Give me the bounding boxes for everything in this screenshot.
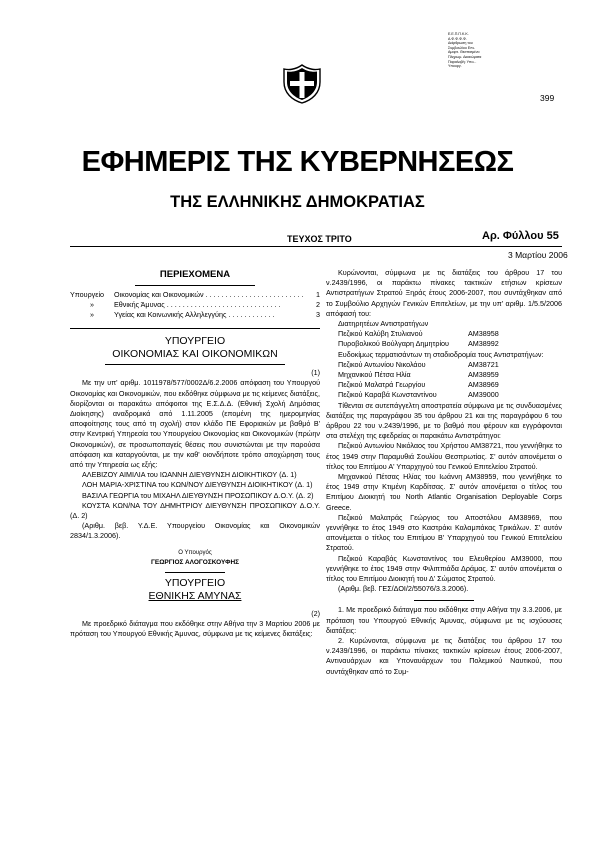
group-title: Ευδοκίμως τερματισάντων τη σταδιοδρομία τους Αντιστρατήγων: bbox=[338, 349, 544, 359]
stamp-block bbox=[448, 32, 508, 69]
toc-label: Οικονομίας και Οικονομικών . . . . . . . . . . . . . . . . . . . . . . . . . bbox=[114, 289, 304, 299]
officer-row: Πεζικού Αντωνίου Νικολάου ΑΜ38721 bbox=[338, 359, 499, 369]
signer-rule bbox=[165, 572, 225, 573]
toc-page: 1 bbox=[316, 289, 320, 299]
stamp-line: Αμαρτ. Θεσπισμένο bbox=[448, 50, 480, 55]
body-paragraph: Κυρώνονται, σύμφωνα με τις διατάξεις του άρθρου 17 του ν.2439/1996, οι παράκτω πίνακες τακτικών ετήσιων κρίσεων Αντιστρατήγων Στρατού Ξηράς έτους 2006-2007, που συντάχθηκαν από το Συμβούλιο Αρχηγών Γενικών Επιτελείων, με την υπ' αριθμ. 1/5.5/2006 απόφασή του: bbox=[326, 268, 562, 318]
appointee: ΚΟΥΣΤΑ ΚΩΝ/ΝΑ ΤΟΥ ΔΗΜΗΤΡΙΟΥ ΔΙΕΥΘΥΝΣΗ ΠΡΟΣΩΠΙΚΟΥ Δ.Ο.Υ. (Δ. 2) bbox=[70, 500, 320, 521]
signer-name: ΓΕΩΡΓΙΟΣ ΑΛΟΓΟΣΚΟΥΦΗΣ bbox=[150, 558, 240, 566]
body-paragraph: Πεζικού Καραβάς Κωνσταντίνος του Ελευθερίου ΑΜ39000, που γεννήθηκε το έτος 1949 στην Φιλιππιάδα Δράμας. Σ' αυτόν απονέμεται ο τίτλος του Επιτίμου Διοικητή του Δ' Σώματος Στρατού. bbox=[326, 553, 562, 584]
signer-role: Ο Υπουργός bbox=[178, 549, 212, 556]
stamp-line: Διάρθρωση του bbox=[448, 41, 473, 46]
coat-of-arms-icon bbox=[283, 64, 321, 104]
toc-row[interactable] bbox=[70, 310, 320, 320]
stamp-line: Συμβουλίου Επι- bbox=[448, 45, 475, 50]
appointee: ΛΟΗ ΜΑΡΙΑ-ΧΡΙΣΤΙΝΑ του ΚΩΝ/ΝΟΥ ΔΙΕΥΘΥΝΣΗ ΔΙΟΙΚΗΤΙΚΟΥ (Δ. 1) bbox=[82, 480, 313, 490]
toc-row[interactable] bbox=[70, 290, 320, 300]
paragraph-rule bbox=[414, 600, 474, 601]
toc-prefix: » bbox=[90, 300, 94, 309]
toc-rule bbox=[135, 285, 255, 286]
stamp-line: Πληρωμ. Δικαιώματα bbox=[448, 54, 482, 59]
toc-label: Εθνικής Άμυνας . . . . . . . . . . . . . . . . . . . . . . . . . . . . . bbox=[114, 300, 281, 309]
appointee: ΒΑΣΙΛΑ ΓΕΩΡΓΙΑ του ΜΙΧΑΗΛ ΔΙΕΥΘΥΝΣΗ ΠΡΟΣΩΠΙΚΟΥ Δ.Ο.Υ. (Δ. 2) bbox=[82, 490, 314, 500]
stamp-line: Υπουργ. bbox=[448, 64, 462, 69]
ministry-heading-economy: ΥΠΟΥΡΓΕΙΟ ΟΙΚΟΝΟΜΙΑΣ ΚΑΙ ΟΙΚΟΝΟΜΙΚΩΝ bbox=[112, 335, 278, 361]
stamp-line: Ε.Ε.Π.Π.Κ.Κ. bbox=[448, 32, 469, 36]
body-paragraph: Τίθενται σε αυτεπάγγελτη αποστρατεία σύμφωνα με τις συνδυασμένες διατάξεις της παραγράφου 35 του άρθρου 21 και της παραγράφου 6 του άρθρου 22 του ν.2439/1996, με το βαθμό που φέρουν και εγγράφονται στα στελέχη της εφεδρείας οι παρακάτω Αντιστράτηγοι: bbox=[326, 400, 562, 441]
body-paragraph: Πεζικού Αντωνίου Νικόλαος του Χρήστου ΑΜ38721, που γεννήθηκε το έτος 1949 στην Παραμυθιά Σουλίου Θεσπρωτίας. Σ' αυτόν απονέμεται ο τίτλος του Επιτίμου Α' Υπαρχηγού του Γενικού Επιτελείου Στρατού. bbox=[326, 441, 562, 471]
heading-rule bbox=[105, 364, 285, 365]
toc-page: 3 bbox=[316, 310, 320, 320]
officer-row: Πεζικού Μαλατρά Γεωργίου ΑΜ38969 bbox=[338, 380, 499, 390]
right-column bbox=[326, 268, 562, 677]
gazette-title: ΕΦΗΜΕΡΙΣ ΤΗΣ ΚΥΒΕΡΝΗΣΕΩΣ bbox=[81, 146, 514, 178]
decree-paragraph: Με προεδρικό διάταγμα που εκδόθηκε στην Αθήνα την 3 Μαρτίου 2006 με πρόταση του Υπουργού Εθνικής Άμυνας, σύμφωνα με τις κείμενες διατάξεις: bbox=[70, 619, 320, 639]
body-paragraph: 2. Κυρώνονται, σύμφωνα με τις διατάξεις του άρθρου 17 του ν.2439/1996, οι παράκτω πίνακες τακτικών κρίσεων έτους 2006-2007, Αντιναυάρχων και Υποναυάρχων του Πολεμικού Ναυτικού, που συντάχθηκαν από το Συμ- bbox=[326, 635, 562, 676]
officer-row: Πεζικού Καλύβη Στυλιανού ΑΜ38958 bbox=[338, 329, 499, 339]
decision-number: (1) bbox=[311, 368, 320, 378]
toc-heading: ΠΕΡΙΕΧΟΜΕΝΑ bbox=[159, 269, 231, 280]
gazette-subtitle: ΤΗΣ ΕΛΛΗΝΙΚΗΣ ΔΗΜΟΚΡΑΤΙΑΣ bbox=[170, 193, 425, 211]
issue-date: 3 Μαρτίου 2006 bbox=[508, 250, 568, 260]
toc-prefix: » bbox=[90, 310, 94, 320]
body-paragraph: Μηχανικού Πέτσας Ηλίας του Ιωάννη ΑΜ38959, που γεννήθηκε το έτος 1949 στην Κτιμένη Καρδίτσας. Σ' αυτόν απονέμεται ο τίτλος του Επιτίμου Διοικητή του North Atlantic Organisation Deployable Corps Greece. bbox=[326, 472, 562, 512]
left-column bbox=[70, 268, 320, 639]
body-paragraph: 1. Με προεδρικό διάταγμα που εκδόθηκε στην Αθήνα την 3.3.2006, με πρόταση του Υπουργού Εθνικής Άμυνας, σύμφωνα με τις ισχύουσες διατάξεις: bbox=[326, 605, 562, 635]
stamp-line: Α.Φ.Φ.Φ.Φ. bbox=[448, 36, 467, 41]
ministry-heading-defence: ΥΠΟΥΡΓΕΙΟ ΕΘΝΙΚΗΣ ΑΜΥΝΑΣ bbox=[148, 576, 242, 602]
toc-prefix: Υπουργείο bbox=[70, 289, 105, 299]
section-rule bbox=[70, 328, 320, 329]
page-number: 399 bbox=[540, 93, 555, 103]
appointee: ΑΛΕΒΙΖΟΥ ΑΙΜΙΛΙΑ του ΙΩΑΝΝΗ ΔΙΕΥΘΥΝΣΗ ΔΙΟΙΚΗΤΙΚΟΥ (Δ. 1) bbox=[82, 470, 297, 480]
sheet-number: Αρ. Φύλλου 55 bbox=[482, 230, 559, 242]
officer-row: Πυροβολικού Βούλγαρη Δημητρίου ΑΜ38992 bbox=[338, 339, 499, 349]
reference: (Αριθμ. βεβ. Υ.Δ.Ε. Υπουργείου Οικονομίας και Οικονομικών 2834/1.3.2006). bbox=[70, 521, 320, 541]
decision-paragraph: Με την υπ' αριθμ. 1011978/577/0002Δ/6.2.2006 απόφαση του Υπουργού Οικονομίας και Οικονομικών, που εκδόθηκε σύμφωνα με τις κείμενες διατάξεις, διορίζονται οι παρακάτω απόφοιτοι της Ε.Σ.Δ.Δ. (Εθνική Σχολή Δημόσιας Διοίκησης) αναδρομικά από 1.11.2005 (επομένη της ημερομηνίας αποφοίτησης τους από τη σχολή) στον κλάδο ΠΕ Εφοριακών με βαθμό Β' στην Κεντρική Υπηρεσία του Υπουργείου Οικονομίας και Οικονομικών (πρώην Οικονομικών), σε προσωποπαγείς θέσεις που συνιστώνται με την παρούσα απόφαση και καταργούνται, με την καθ' οιονδήποτε τρόπο αποχώρηση τους από την Υπηρεσία ως εξής: bbox=[70, 378, 320, 470]
toc-label: Υγείας και Κοινωνικής Αλληλεγγύης . . . . . . . . . . . . bbox=[114, 310, 275, 320]
issue-label: ΤΕΥΧΟΣ ΤΡΙΤΟ bbox=[287, 234, 352, 244]
group-title: Διατηρητέων Αντιστρατήγων bbox=[338, 319, 429, 329]
officer-row: Πεζικού Καραβά Κωνσταντίνου ΑΜ39000 bbox=[338, 390, 499, 400]
reference: (Αριθμ. βεβ. ΓΕΣ/ΔΟΙ/2/55076/3.3.2006). bbox=[338, 584, 469, 594]
decision-number: (2) bbox=[311, 608, 320, 618]
officer-row: Μηχανικού Πέτσα Ηλία ΑΜ38959 bbox=[338, 370, 499, 380]
body-paragraph: Πεζικού Μαλατράς Γεώργιος του Αποστόλου ΑΜ38969, που γεννήθηκε το έτος 1949 στο Καστράκι Καλαμπάκας Τρικάλων. Σ' αυτόν απονέμεται ο τίτλος του Επιτίμου Β' Υπαρχηγού του Γενικού Επιτελείου Στρατού. bbox=[326, 512, 562, 553]
toc-page: 2 bbox=[316, 300, 320, 309]
stamp-line: Παραλαβή: Υπο... bbox=[448, 59, 477, 64]
header-rule bbox=[70, 246, 562, 247]
toc-row[interactable] bbox=[70, 300, 320, 310]
